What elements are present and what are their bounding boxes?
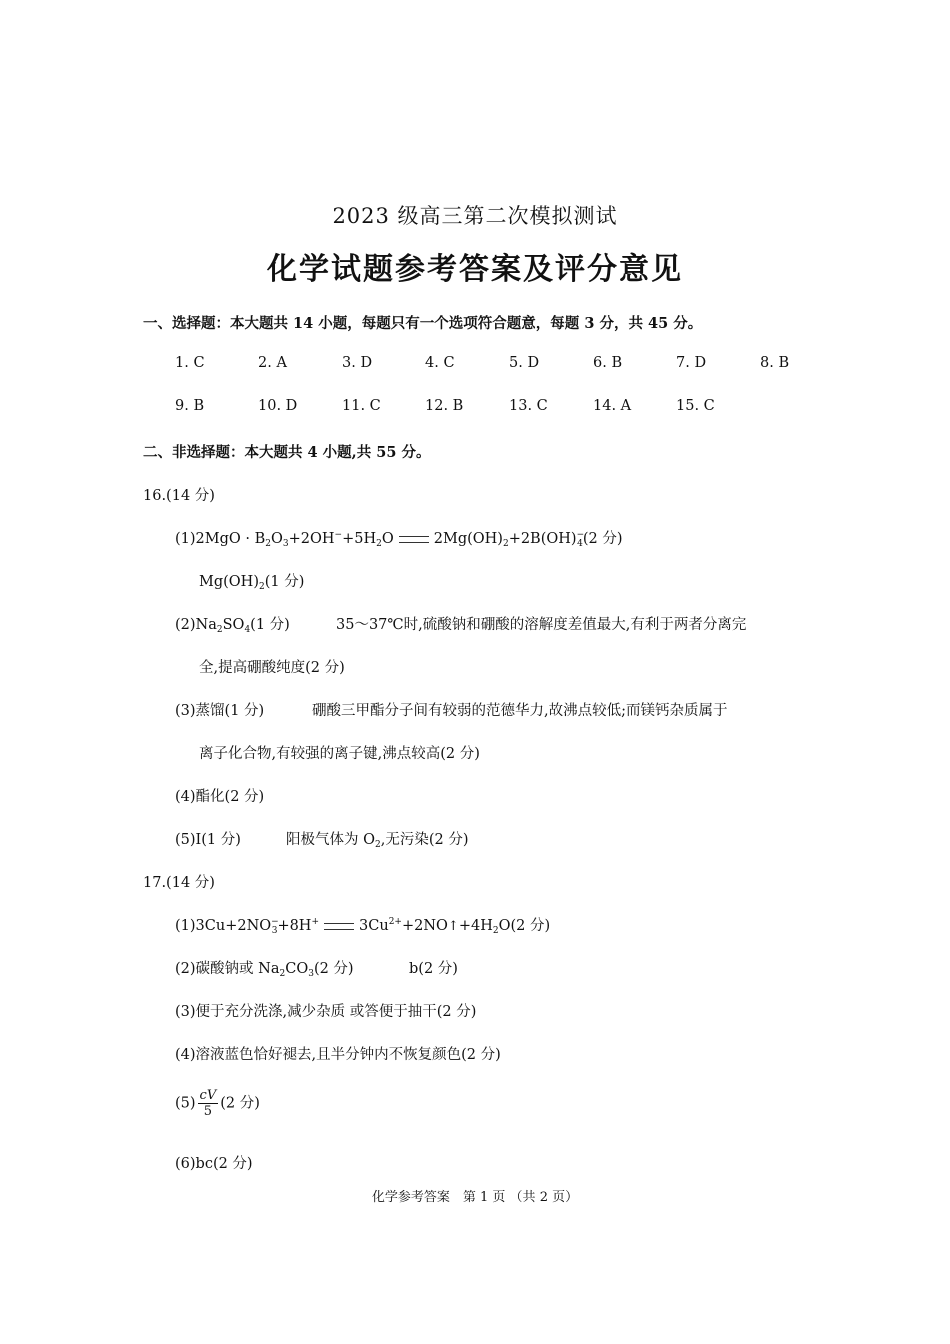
- q16-part5-explanation: 阳极气体为 $O_2$,无污染(2 分): [286, 832, 469, 850]
- mc-answer: 8. B: [760, 355, 790, 371]
- q16-part3: (3)蒸馏(1 分): [175, 703, 265, 719]
- q17-part3: (3)便于充分洗涤,减少杂质 或答便于抽干(2 分): [175, 1004, 477, 1020]
- q17-label: 17.(14 分): [143, 875, 215, 891]
- mc-answer: 4. C: [425, 355, 455, 371]
- section-2-heading: 二、非选择题：本大题共 4 小题,共 55 分。: [143, 444, 431, 461]
- q17-part4: (4)溶液蓝色恰好褪去,且半分钟内不恢复颜色(2 分): [175, 1047, 501, 1063]
- mc-answer: 7. D: [676, 355, 707, 371]
- q16-part2: $(2)Na_2SO_4(1$ 分): [175, 617, 290, 635]
- q16-part3-continued: 离子化合物,有较强的离子键,沸点较高(2 分): [199, 746, 480, 762]
- q16-part1-product: $Mg(OH)_2(1$ 分): [199, 574, 305, 592]
- fraction: $\frac{cV}{5}$: [199, 1088, 217, 1119]
- mc-answer: 3. D: [342, 355, 373, 371]
- q16-part4: (4)酯化(2 分): [175, 789, 265, 805]
- page-footer: 化学参考答案 第 1 页 （共 2 页）: [371, 1190, 579, 1205]
- mc-answer: 6. B: [593, 355, 623, 371]
- q16-part1-equation: $(1)2MgO \cdot B_2O_3+2OH^-+5H_2O$ $2Mg(OH)_2+2B(OH)^-_4(2$ 分): [175, 530, 623, 549]
- q16-part3-explanation: 硼酸三甲酯分子间有较弱的范德华力,故沸点较低;而镁钙杂质属于: [312, 703, 728, 719]
- q16-part2-continued: 全,提高硼酸纯度(2 分): [199, 660, 345, 676]
- mc-answer: 15. C: [676, 398, 715, 414]
- q17-part2: (2)碳酸钠或 $Na_2CO_3(2$ 分): [175, 961, 354, 979]
- section-1-heading: 一、选择题：本大题共 14 小题，每题只有一个选项符合题意，每题 3 分，共 45 分。: [143, 315, 703, 332]
- q17-part6: (6)bc(2 分): [175, 1156, 253, 1172]
- q16-part2-explanation: 35～37℃时,硫酸钠和硼酸的溶解度差值最大,有利于两者分离完: [336, 617, 747, 633]
- q16-label: 16.(14 分): [143, 488, 215, 504]
- equals-sign: [399, 536, 429, 543]
- page-title: 化学试题参考答案及评分意见: [267, 252, 683, 287]
- mc-answer: 11. C: [342, 398, 381, 414]
- mc-answer: 5. D: [509, 355, 540, 371]
- mc-answer: 10. D: [258, 398, 298, 414]
- mc-answer: 13. C: [509, 398, 548, 414]
- mc-answer: 2. A: [258, 355, 287, 371]
- equals-sign: [324, 923, 354, 930]
- mc-answer: 12. B: [425, 398, 464, 414]
- exam-subtitle: 2023 级高三第二次模拟测试: [332, 204, 618, 228]
- gas-up-arrow-icon: ↑: [447, 919, 459, 934]
- mc-answer: 14. A: [593, 398, 632, 414]
- q16-part5: (5)I(1 分): [175, 832, 241, 848]
- mc-answer: 9. B: [175, 398, 205, 414]
- q17-part5: (5) $\frac{cV}{5}$ (2 分): [175, 1088, 260, 1119]
- q17-part1-equation: $(1)3Cu+2NO^-_3+8H^+$ $3Cu^{2+}+2NO↑+4H_2O(2$ 分): [175, 917, 551, 936]
- q17-part2-second: b(2 分): [409, 961, 458, 977]
- mc-answer: 1. C: [175, 355, 205, 371]
